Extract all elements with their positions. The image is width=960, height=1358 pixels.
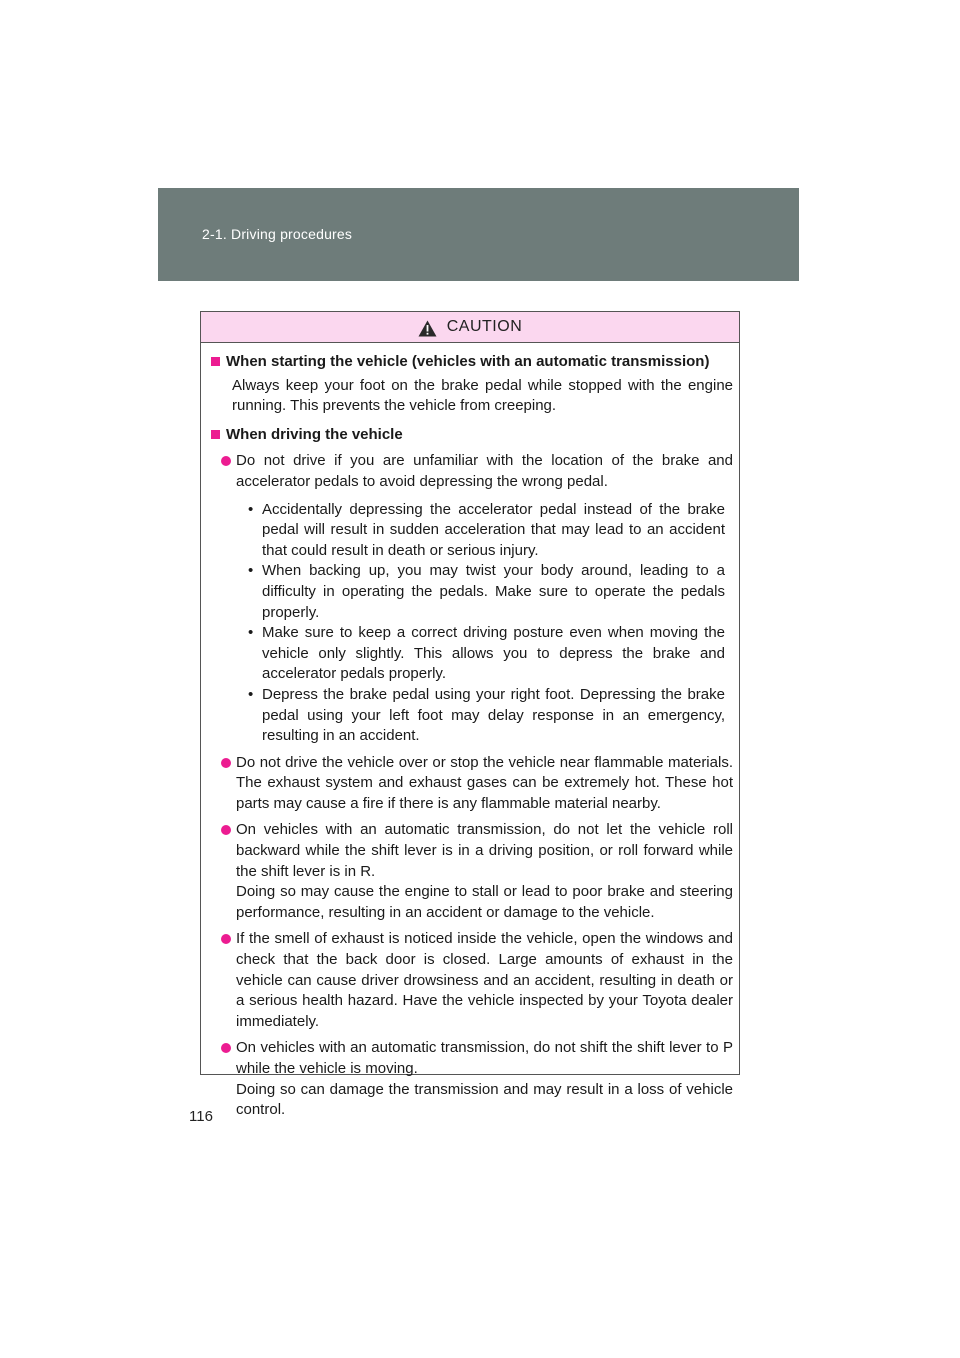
- square-bullet-icon: [211, 357, 220, 366]
- circle-bullet-icon: [221, 758, 231, 768]
- list-item: [210, 820, 733, 923]
- starting-paragraph: Always keep your foot on the brake pedal while stopped with the engine running. This prevents the vehicle from creeping.: [232, 376, 733, 415]
- item-text: Do not drive the vehicle over or stop the vehicle near flammable materials. The exhaust system and exhaust gases can be extremely hot. These hot parts may cause a fire if there is any flammable material nearby.: [236, 753, 733, 812]
- page-number: 116: [189, 1108, 213, 1125]
- circle-bullet-icon: [221, 456, 231, 466]
- item-text: On vehicles with an automatic transmission, do not shift the shift lever to P while the vehicle is moving.: [236, 1039, 733, 1077]
- list-item: [210, 929, 733, 1032]
- caution-heading-driving: [210, 425, 733, 446]
- item-text: Do not drive if you are unfamiliar with the location of the brake and accelerator pedals to avoid depressing the wrong pedal.: [236, 452, 733, 490]
- caution-body: [201, 343, 739, 1121]
- sub-list: [246, 500, 733, 747]
- heading-text: When starting the vehicle (vehicles with an automatic transmission): [226, 353, 710, 370]
- sub-list-item: • Make sure to keep a correct driving posture even when moving the vehicle only slightly. This allows you to depress the brake and accelerator pedals properly.: [248, 624, 725, 683]
- sub-list-item: • Depress the brake pedal using your right foot. Depressing the brake pedal using your left foot may delay response in an emergency, resulting in an accident.: [248, 685, 725, 745]
- circle-bullet-icon: [221, 1043, 231, 1053]
- sub-list-item: • When backing up, you may twist your body around, leading to a difficulty in operating the pedals. Make sure to operate the pedals properly.: [248, 562, 725, 621]
- section-header-band: [158, 188, 799, 281]
- heading-text: When driving the vehicle: [226, 425, 403, 443]
- list-item: [210, 1038, 733, 1120]
- circle-bullet-icon: [221, 934, 231, 944]
- item-text-continued: Doing so may cause the engine to stall or lead to poor brake and steering performance, resulting in an accident or damage to the vehicle.: [236, 883, 733, 921]
- item-text: On vehicles with an automatic transmission, do not let the vehicle roll backward while the shift lever is in a driving position, or roll forward while the shift lever is in R.: [236, 821, 733, 880]
- sub-list-item: • Accidentally depressing the accelerator pedal instead of the brake pedal will result in sudden acceleration that may lead to an accident that could result in death or serious injury.: [248, 500, 725, 559]
- list-item: [210, 451, 733, 492]
- caution-header: [201, 312, 739, 343]
- list-item: [210, 753, 733, 815]
- caution-title: CAUTION: [446, 318, 523, 335]
- square-bullet-icon: [211, 430, 220, 439]
- circle-bullet-icon: [221, 825, 231, 835]
- warning-triangle-icon: [418, 320, 437, 337]
- caution-heading-starting: [210, 352, 733, 373]
- section-label: 2-1. Driving procedures: [202, 226, 353, 242]
- item-text: If the smell of exhaust is noticed inside the vehicle, open the windows and check that the back door is closed. Large amounts of exhaust in the vehicle can cause driver drowsiness and an accident, resulting in death or a serious health hazard. Have the vehicle inspected by your Toyota dealer immediately.: [236, 930, 733, 1030]
- item-text-continued: Doing so can damage the transmission and may result in a loss of vehicle control.: [236, 1080, 733, 1119]
- caution-box: [200, 311, 740, 1119]
